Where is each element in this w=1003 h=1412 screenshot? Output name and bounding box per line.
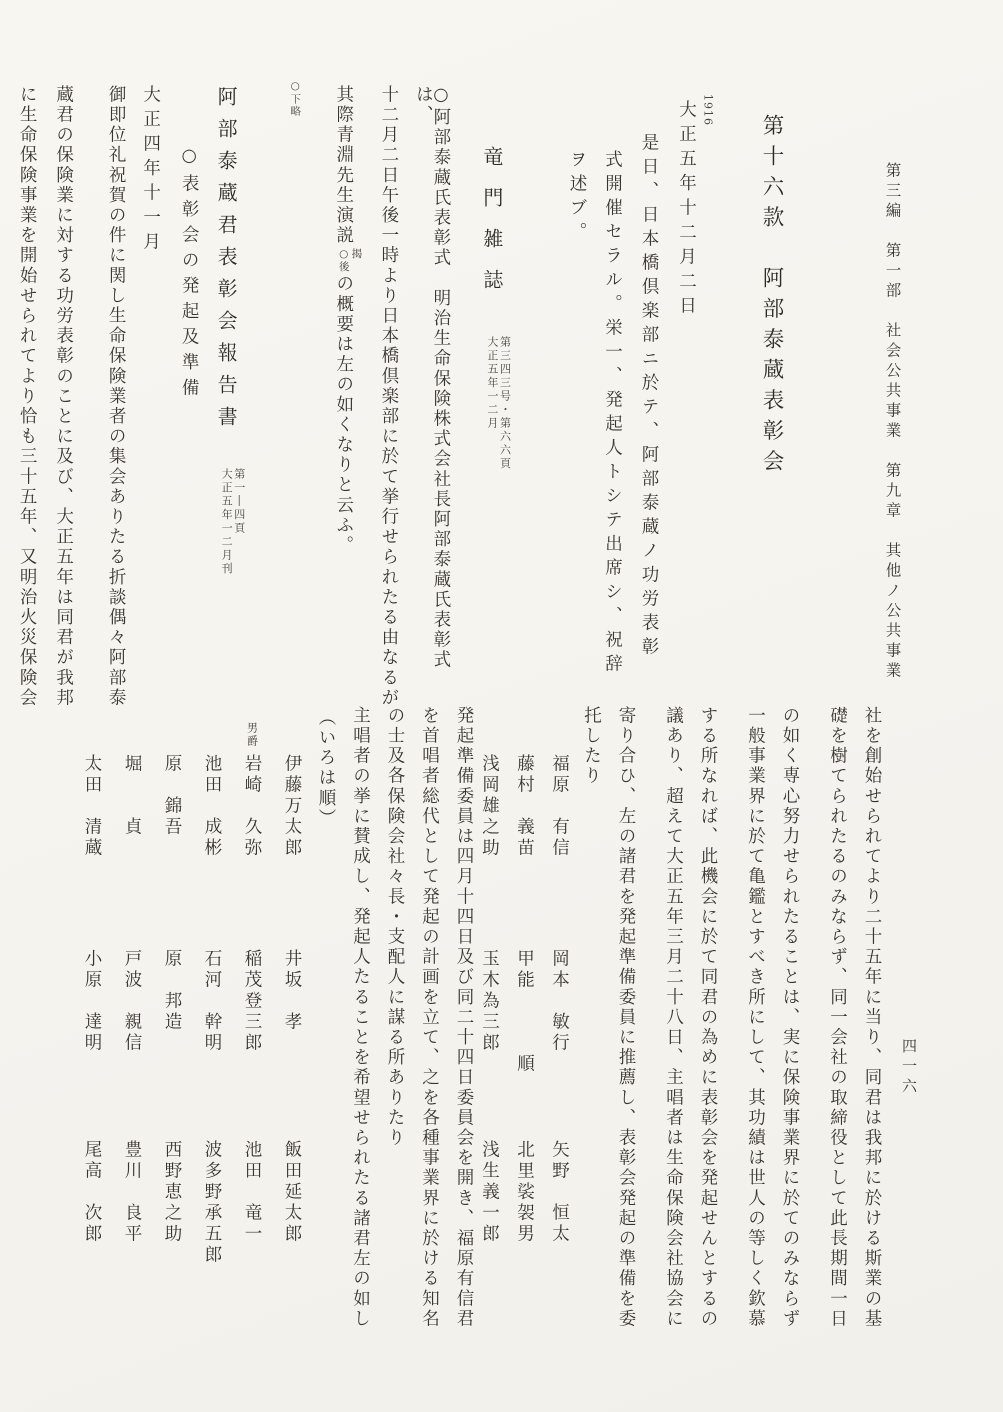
report-pages: 第一―四頁 [232, 468, 246, 536]
margin-year-note: 1916 [701, 94, 715, 126]
promoter-name: 岩崎 久弥 [242, 754, 262, 859]
promoter-name: 石河 幹明 [202, 949, 222, 1054]
report-paragraph3-line1: 主唱者の挙に賛成し、発起人たることを希望せられたる諸君左の如し [350, 706, 371, 1330]
committee-name-column-3 [480, 702, 498, 1347]
intro-line-3: ヲ述ブ。 [567, 150, 587, 246]
intro-line-2: 式開催セラル。栄一、発起人トシテ出席シ、祝辞 [602, 150, 623, 678]
inline-warichu-note [337, 248, 362, 273]
promoter-name: 豊川 良平 [122, 1140, 142, 1245]
committee-name: 藤村 義苗 [514, 754, 535, 859]
report-paragraph1-line1: 御即位礼祝賀の件に関し生命保険業者の集会ありたる折談偶々阿部泰 [106, 85, 127, 709]
promoter-name-column-3 [203, 702, 221, 1347]
report-subsection-heading: ○表彰会の発起及準備 [179, 146, 200, 404]
committee-name: 玉木為三郎 [479, 949, 500, 1054]
citation-date: 大正五年一二月 [485, 336, 499, 431]
promoter-name: 原 錦吾 [162, 754, 182, 838]
promoter-name: 西野恵之助 [162, 1140, 182, 1245]
promoter-name-column-5 [123, 702, 141, 1347]
intro-line-1: 是日、日本橋倶楽部ニ於テ、阿部泰蔵ノ功労表彰 [639, 133, 659, 661]
report-citation-note [219, 468, 244, 576]
promoter-name: 戸波 親信 [122, 949, 142, 1054]
upper-text-block [17, 80, 784, 710]
source-title: 竜門雑誌 [479, 146, 504, 310]
promoter-name: 池田 成彬 [202, 754, 222, 859]
source-heading-report [216, 80, 245, 710]
committee-name: 浅生義一郎 [479, 1140, 500, 1245]
report-date: 大正五年一二月刊 [220, 468, 234, 576]
promoter-name: 太田 清蔵 [82, 754, 102, 859]
promoter-name: 尾高 次郎 [82, 1140, 102, 1245]
report-paragraph1-line5: 礎を樹てられたるのみならず、同一会社の取締役として此長期間一日 [827, 706, 848, 1330]
promoter-name-column-6 [83, 702, 101, 1347]
running-head: 第三編 第一部 社会公共事業 第九章 其他ノ公共事業 [883, 162, 902, 682]
committee-name: 北里裟袈男 [514, 1140, 535, 1245]
report-paragraph1-line7: 一般事業界に於て亀鑑とすべき所にして、其功績は世人の等しく欽慕 [745, 706, 766, 1330]
citation-issue: 第三四三号・第六六頁 [498, 336, 512, 471]
promoter-name: 堀 貞 [122, 754, 142, 838]
omission-note: ○下略 [289, 80, 302, 118]
source-heading-ryumon [479, 80, 512, 710]
report-paragraph2-line3: の士及各保険会社々長・支配人に謀る所ありたり [385, 706, 405, 1149]
committee-name: 矢野 恒太 [549, 1140, 570, 1245]
promoter-name-column-2 [243, 702, 261, 1347]
promoter-name-column-1 [283, 702, 301, 1347]
report-paragraph1-line6: の如く専心努力せられたることは、実に保険事業界に於てのみならず [780, 706, 800, 1330]
report-paragraph1-line8: する所なれば、此機会に於て同君の為めに表彰会を発起せんとするの [698, 706, 718, 1330]
report-paragraph1-line10: 寄り合ひ、左の諸君を発起準備委員に推薦し、表彰会発起の準備を委 [616, 706, 636, 1330]
excerpt-line-2: 十二月二日午後一時より日本橋倶楽部に於て挙行せられたる由なるが [378, 85, 399, 709]
report-paragraph1-line4: 社を創始せられてより二十五年に当り、同君は我邦に於ける斯業の基 [862, 706, 882, 1330]
committee-name: 甲能 順 [514, 949, 535, 1075]
committee-name: 福原 有信 [549, 754, 570, 859]
report-date-heading: 大正四年十一月 [140, 85, 161, 257]
promoter-name: 飯田延太郎 [282, 1140, 302, 1245]
excerpt-line-1: ○阿部泰蔵氏表彰式 明治生命保険株式会社長阿部泰蔵氏表彰式は、 [413, 85, 451, 671]
iroha-order-note: （いろは順） [316, 708, 336, 829]
promoter-name-column-4 [163, 702, 181, 1347]
committee-name: 岡本 敏行 [549, 949, 570, 1054]
peer-title: 男爵 [245, 722, 259, 748]
warichu-right: 揭 [350, 247, 363, 260]
excerpt-line-3-head: 其際青淵先生演説 [333, 85, 354, 246]
report-paragraph2-line1: 発起準備委員は四月十四日及び同二十四日委員会を開き、福原有信君 [454, 706, 474, 1330]
page-number: 四一六 [900, 1038, 918, 1098]
promoter-name: 小原 達明 [82, 949, 102, 1054]
promoter-name: 原 邦造 [162, 949, 182, 1033]
entry-date: 大正五年十二月二日 [676, 100, 697, 321]
excerpt-line-3 [334, 80, 362, 710]
promoter-name: 稲茂登三郎 [242, 949, 262, 1054]
report-paragraph1-line9: 議あり、超えて大正五年三月二十八日、主唱者は生命保険会社協会に [663, 706, 684, 1330]
promoter-name: 井坂 孝 [282, 949, 302, 1033]
report-paragraph1-line3: に生命保険事業を開始せられてより恰も三十五年、又明治火災保険会 [17, 85, 38, 709]
promoter-name: 伊藤万太郎 [282, 754, 302, 859]
committee-name: 浅岡雄之助 [479, 754, 500, 859]
report-paragraph1-line2: 蔵君の保険業に対する功労表彰のことに及び、大正五年は同君が我邦 [53, 85, 74, 709]
promoter-name: 池田 竜一 [242, 1140, 262, 1245]
excerpt-line-3-tail: の概要は左の如くなりと云ふ。 [333, 274, 354, 556]
lower-text-block [60, 702, 880, 1347]
warichu-left: ○後 [337, 247, 350, 273]
report-title: 阿部泰蔵君表彰会報告書 [214, 86, 239, 438]
section-title: 第十六款 阿部泰蔵表彰会 [759, 114, 784, 480]
committee-name-column-1 [550, 702, 568, 1347]
report-paragraph2-line2: を首唱者総代として発起の計画を立て、之を各種事業界に於ける知名 [419, 706, 440, 1330]
report-paragraph1-line11: 托したり [581, 706, 602, 787]
promoter-name: 波多野承五郎 [202, 1140, 222, 1266]
committee-name-column-2 [515, 702, 533, 1347]
source-citation-note [485, 336, 510, 471]
